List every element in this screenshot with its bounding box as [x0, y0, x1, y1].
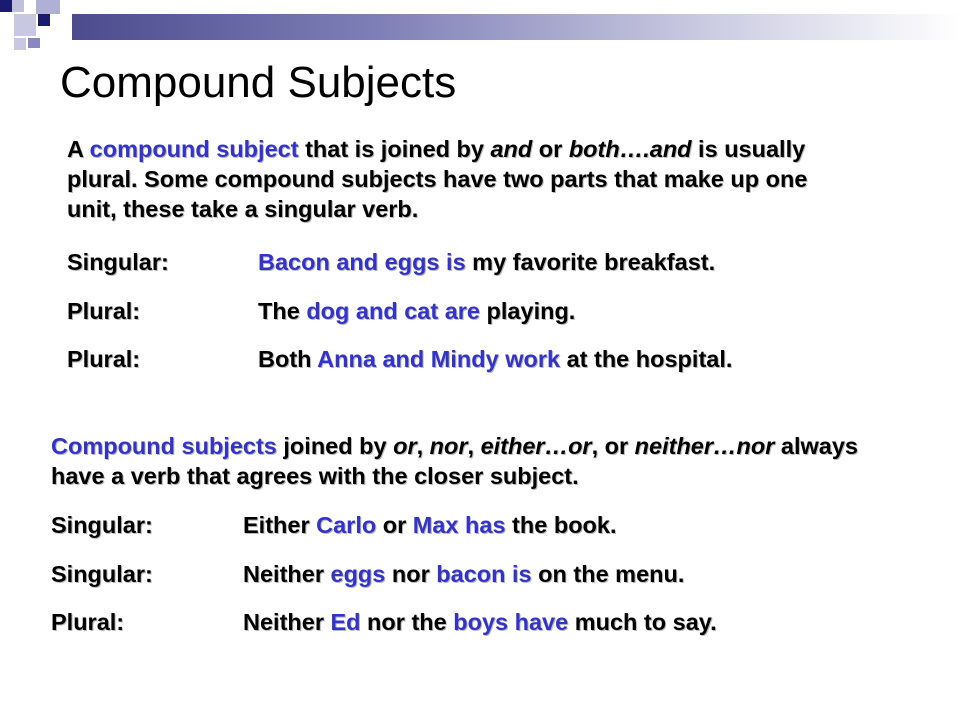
example-subject: bacon — [436, 561, 506, 587]
example-subject: Ed — [330, 609, 361, 635]
example-label: Singular: — [51, 512, 153, 538]
example-sentence — [258, 247, 715, 277]
example-text: Neither — [243, 561, 331, 587]
example-text: my favorite breakfast. — [465, 249, 716, 275]
intro1-text-a: A — [67, 136, 90, 162]
example-subject: Max — [412, 512, 459, 538]
example-text: playing. — [480, 298, 576, 324]
example-verb: have — [514, 609, 569, 635]
example-text: at the hospital. — [560, 346, 733, 372]
example-subject: eggs — [330, 561, 386, 587]
corner-square-light-3 — [14, 38, 26, 50]
example-sentence — [258, 344, 732, 374]
intro1-text-d: is usually plural. Some compound subjects have two parts that make up one unit, these take a singular verb. — [67, 136, 808, 222]
example-sentence — [258, 296, 575, 326]
example-label: Singular: — [51, 561, 153, 587]
corner-square-navy-1 — [0, 0, 12, 12]
intro2-text: , — [416, 433, 430, 459]
intro2-text: joined by — [276, 433, 394, 459]
example-verb: are — [444, 298, 481, 324]
example-text: on the menu. — [531, 561, 685, 587]
intro2-term-compound-subjects: Compound subjects — [51, 433, 277, 459]
intro1-term-compound-subject: compound subject — [89, 136, 299, 162]
example-label: Plural: — [67, 298, 141, 324]
corner-square-mid-1 — [36, 0, 60, 14]
section1-intro — [67, 134, 847, 224]
slide-title: Compound Subjects — [60, 58, 457, 107]
intro2-text: , — [467, 433, 481, 459]
example-text: or — [376, 512, 413, 538]
example-verb: is — [512, 561, 532, 587]
example-sentence — [243, 607, 717, 637]
example-text: nor the — [360, 609, 454, 635]
intro2-text: , or — [591, 433, 635, 459]
example-text: nor — [385, 561, 437, 587]
example-subject: boys — [453, 609, 509, 635]
example-subject: dog and cat — [306, 298, 439, 324]
intro2-term-neither-nor: neither…nor — [634, 433, 775, 459]
example-subject: Carlo — [316, 512, 377, 538]
intro1-term-both-and: both….and — [568, 136, 692, 162]
intro1-text-c: or — [532, 136, 569, 162]
example-label: Plural: — [51, 609, 125, 635]
example-verb: has — [465, 512, 506, 538]
example-subject: Bacon and eggs — [258, 249, 440, 275]
header-gradient-bar — [72, 14, 960, 40]
corner-square-light-2 — [14, 14, 36, 36]
intro1-text-b: that is joined by — [298, 136, 491, 162]
example-label: Singular: — [67, 249, 169, 275]
intro1-term-and: and — [490, 136, 533, 162]
example-sentence — [243, 559, 684, 589]
example-text: The — [258, 298, 307, 324]
example-sentence — [243, 510, 617, 540]
example-text: Neither — [243, 609, 331, 635]
example-text: much to say. — [568, 609, 717, 635]
intro2-term-either-or: either…or — [480, 433, 592, 459]
corner-square-navy-2 — [38, 14, 50, 26]
example-text: the book. — [505, 512, 617, 538]
intro2-term-or: or — [393, 433, 417, 459]
example-subject: Anna and Mindy — [317, 346, 499, 372]
corner-square-mid-2 — [28, 38, 40, 48]
example-verb: work — [505, 346, 561, 372]
intro2-text: always have a verb that agrees with the closer subject. — [51, 433, 859, 489]
example-text: Both — [258, 346, 318, 372]
section2-intro — [51, 431, 881, 491]
intro2-term-nor: nor — [429, 433, 468, 459]
example-verb: is — [446, 249, 466, 275]
corner-square-light-1 — [12, 0, 24, 12]
example-label: Plural: — [67, 346, 141, 372]
example-text: Either — [243, 512, 317, 538]
